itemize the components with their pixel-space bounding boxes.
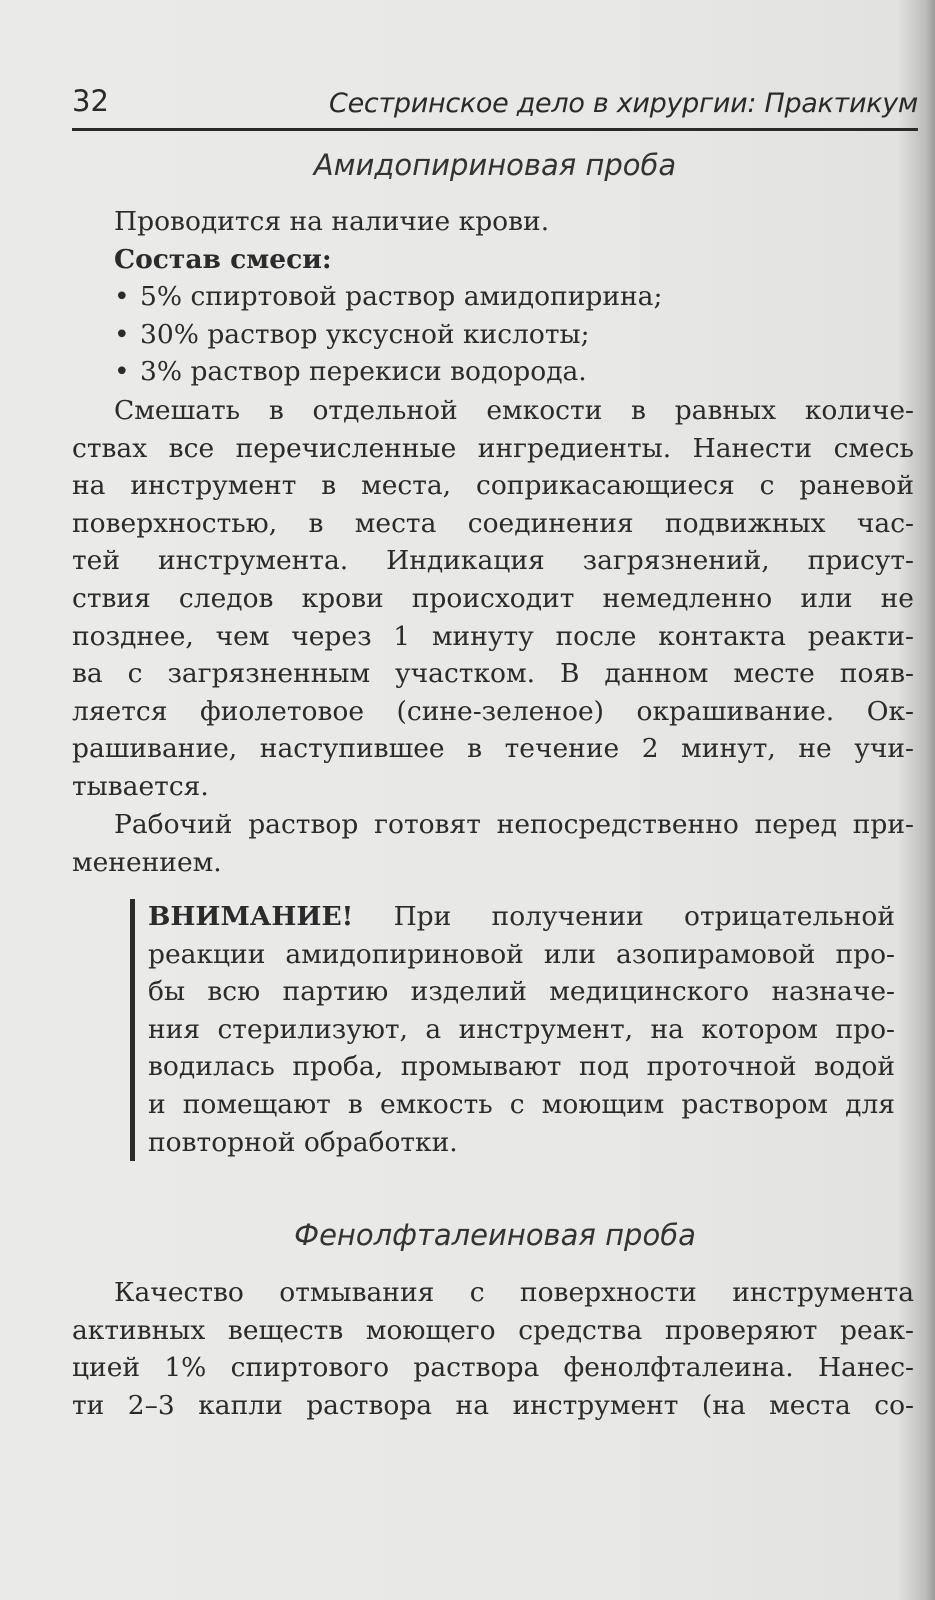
- bullet-icon: •: [114, 281, 130, 313]
- paragraph-line: ствия следов крови происходит немедленно или не: [72, 582, 914, 614]
- paragraph-line: Смешать в отдельной емкости в равных количе-: [114, 395, 914, 426]
- attention-label: ВНИМАНИЕ!: [148, 901, 354, 932]
- paragraph-line: ва с загрязненным участком. В данном месте появ-: [72, 658, 914, 690]
- paragraph-line: ти 2–3 капли раствора на инструмент (на места со-: [72, 1389, 914, 1421]
- list-item: • 5% спиртовой раствор амидопирина;: [72, 278, 914, 316]
- paragraph-line: на инструмент в места, соприкасающиеся с раневой: [72, 470, 914, 502]
- bullet-icon: •: [114, 318, 130, 350]
- paragraph-line: рашивание, наступившее в течение 2 минут, не учи-: [72, 733, 914, 765]
- paragraph-line: тей инструмента. Индикация загрязнений, присут-: [72, 545, 914, 577]
- amidopyrine-procedure-paragraph: [72, 392, 914, 806]
- attention-line: водилась проба, промывают под проточной водой: [148, 1051, 895, 1083]
- paragraph-line: поверхностью, в места соединения подвижных час-: [72, 507, 914, 539]
- paragraph-line: Качество отмывания с поверхности инструмента: [114, 1277, 914, 1308]
- section-title-phenolphthalein: Фенолфталеиновая проба: [294, 1218, 696, 1252]
- book-title: Сестринское дело в хирургии: Практикум: [329, 88, 918, 119]
- section-title-amidopyrine: Амидопириновая проба: [313, 148, 677, 182]
- intro-text: Проводится на наличие крови.: [114, 206, 550, 237]
- attention-first-line: ВНИМАНИЕ! При получении отрицательной: [148, 901, 895, 932]
- bullet-icon: •: [114, 356, 130, 388]
- paragraph-line: цией 1% спиртового раствора фенолфталеина. Нанес-: [72, 1352, 914, 1384]
- paragraph-line: тывается.: [72, 770, 209, 802]
- attention-note: [148, 898, 895, 1161]
- list-item: • 3% раствор перекиси водорода.: [72, 353, 914, 391]
- paragraph-line: позднее, чем через 1 минуту после контакта реакти-: [72, 620, 914, 652]
- amidopyrine-intro-block: [72, 203, 914, 391]
- attention-line: бы всю партию изделий медицинского назначе-: [148, 976, 895, 1008]
- working-solution-paragraph: [72, 806, 914, 881]
- attention-line: повторной обработки.: [148, 1126, 458, 1158]
- paragraph-line: ствах все перечисленные ингредиенты. Нанести смесь: [72, 432, 914, 464]
- phenolphthalein-paragraph: [72, 1274, 914, 1424]
- paragraph-line: ляется фиолетовое (сине-зеленое) окрашивание. Ок-: [72, 695, 914, 727]
- paragraph-line: менением.: [72, 846, 222, 878]
- attention-line: реакции амидопириновой или азопирамовой про-: [148, 938, 895, 970]
- attention-line: ния стерилизуют, а инструмент, на котором про-: [148, 1013, 895, 1045]
- running-head: [72, 84, 918, 131]
- composition-label: Состав смеси:: [114, 243, 332, 275]
- attention-line: и помещают в емкость с моющим раствором для: [148, 1088, 895, 1120]
- list-item: • 30% раствор уксусной кислоты;: [72, 316, 914, 354]
- paragraph-line: Рабочий раствор готовят непосредственно перед при-: [114, 809, 914, 840]
- paragraph-line: активных веществ моющего средства проверяют реак-: [72, 1314, 914, 1346]
- page-number: 32: [72, 84, 109, 118]
